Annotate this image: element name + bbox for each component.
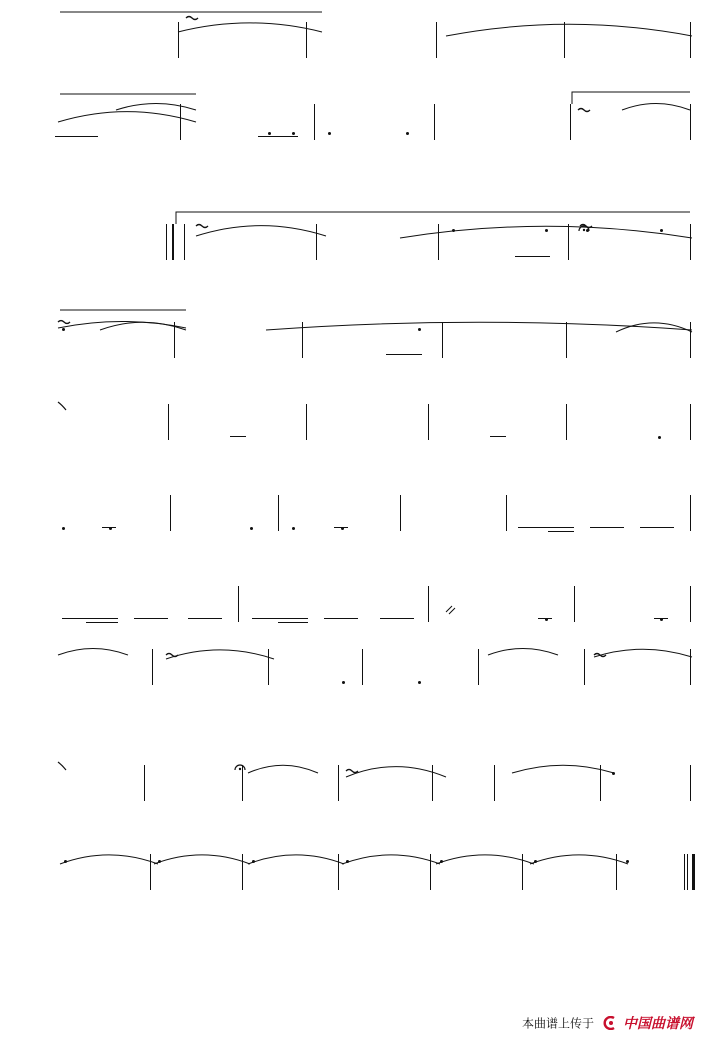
- bar-line: [152, 649, 153, 685]
- octave-dot: [418, 328, 421, 331]
- slur-mark: [266, 322, 692, 330]
- bar-line: [170, 495, 171, 531]
- octave-dot: [534, 860, 537, 863]
- beam-line: [515, 256, 550, 257]
- bar-line: [522, 854, 523, 890]
- slur-mark: [166, 650, 274, 659]
- octave-dot: [612, 772, 615, 775]
- bar-line: [314, 104, 315, 140]
- volta-bracket: [176, 212, 690, 224]
- beam-line: [654, 618, 668, 619]
- beam-line: [188, 618, 222, 619]
- beam-line: [324, 618, 358, 619]
- bar-line: [570, 104, 571, 140]
- footer-logo-text: 中国曲谱网: [623, 1016, 694, 1032]
- ornament-mark: [346, 770, 358, 773]
- bar-line: [690, 104, 691, 140]
- ornament-mark: [578, 109, 590, 112]
- bar-line: [494, 765, 495, 801]
- ornament-mark: [58, 321, 70, 324]
- bar-line: [268, 649, 269, 685]
- bar-line: [174, 322, 175, 358]
- slur-mark: [196, 226, 326, 236]
- bar-line: [428, 404, 429, 440]
- bar-line: [690, 404, 691, 440]
- octave-dot: [406, 132, 409, 135]
- slur-mark: [594, 649, 692, 657]
- slur-mark: [116, 104, 196, 111]
- octave-dot: [452, 229, 455, 232]
- breath-mark: [58, 762, 66, 770]
- bar-line: [362, 649, 363, 685]
- beam-line: [258, 136, 298, 137]
- bar-line: [168, 404, 169, 440]
- slur-mark: [530, 855, 628, 864]
- octave-dot: [660, 229, 663, 232]
- bar-line: [684, 854, 685, 890]
- site-logo-icon: [602, 1016, 618, 1030]
- repeat-bar: [166, 224, 167, 260]
- bar-line: [690, 495, 691, 531]
- slur-mark: [60, 855, 158, 864]
- bar-line: [400, 495, 401, 531]
- bar-line: [690, 765, 691, 801]
- repeat-bar: [172, 224, 174, 260]
- slur-mark: [58, 649, 128, 656]
- slur-mark: [154, 855, 250, 864]
- bar-line: [428, 586, 429, 622]
- bar-line: [566, 404, 567, 440]
- bar-line: [144, 765, 145, 801]
- beam-line: [334, 527, 348, 528]
- bar-line: [574, 586, 575, 622]
- tremolo-mark: [446, 606, 455, 614]
- bar-line: [180, 104, 181, 140]
- beam-line: [386, 354, 422, 355]
- octave-dot: [545, 229, 548, 232]
- octave-dot: [440, 860, 443, 863]
- octave-dot: [342, 681, 345, 684]
- slur-mark: [512, 765, 614, 773]
- octave-dot: [586, 229, 589, 232]
- bar-line: [690, 586, 691, 622]
- bar-line: [432, 765, 433, 801]
- breath-mark: [58, 402, 66, 410]
- slur-mark: [622, 104, 690, 111]
- beam-line: [252, 618, 308, 619]
- bar-line: [184, 224, 185, 260]
- octave-dot: [626, 860, 629, 863]
- bar-line: [302, 322, 303, 358]
- slur-mark: [488, 649, 558, 656]
- beam-line: [640, 527, 674, 528]
- ornament-mark: [166, 654, 178, 657]
- bar-line: [242, 765, 243, 801]
- slur-mark: [342, 855, 440, 864]
- bar-line: [338, 854, 339, 890]
- slur-mark: [178, 23, 322, 32]
- bar-line: [566, 322, 567, 358]
- octave-dot: [158, 860, 161, 863]
- bar-line: [690, 649, 691, 685]
- beam-line: [380, 618, 414, 619]
- fermata-dot: [583, 229, 585, 231]
- bar-line: [478, 649, 479, 685]
- beam-line: [102, 527, 116, 528]
- footer-text: 本曲谱上传于: [522, 1016, 595, 1031]
- bar-line: [306, 22, 307, 58]
- octave-dot: [268, 132, 271, 135]
- bar-line: [600, 765, 601, 801]
- octave-dot: [292, 132, 295, 135]
- bar-line: [564, 22, 565, 58]
- bar-line: [434, 104, 435, 140]
- bar-line: [690, 22, 691, 58]
- bar-line: [238, 586, 239, 622]
- octave-dot: [346, 860, 349, 863]
- bar-line: [306, 404, 307, 440]
- octave-dot: [292, 527, 295, 530]
- beam-line: [62, 618, 118, 619]
- final-bar-thick: [692, 854, 695, 890]
- bar-line: [436, 22, 437, 58]
- fermata-dot: [239, 768, 241, 770]
- bar-line: [242, 854, 243, 890]
- beam-line: [518, 527, 574, 528]
- octave-dot: [62, 527, 65, 530]
- bar-line: [278, 495, 279, 531]
- beam-line: [278, 622, 308, 623]
- octave-dot: [64, 860, 67, 863]
- beam-line: [538, 618, 552, 619]
- octave-dot: [250, 527, 253, 530]
- bar-line: [690, 322, 691, 358]
- octave-dot: [328, 132, 331, 135]
- slur-mark: [436, 855, 534, 864]
- beam-line: [55, 136, 98, 137]
- ornament-mark: [186, 17, 198, 20]
- slur-mark: [248, 765, 318, 773]
- slur-mark: [248, 855, 344, 864]
- beam-line: [134, 618, 168, 619]
- beam-line: [86, 622, 118, 623]
- volta-bracket: [572, 92, 690, 104]
- beam-line: [490, 436, 506, 437]
- bar-line: [316, 224, 317, 260]
- octave-dot: [62, 328, 65, 331]
- bar-line: [338, 765, 339, 801]
- beam-line: [548, 531, 574, 532]
- bar-line: [690, 224, 691, 260]
- bar-line: [506, 495, 507, 531]
- bar-line: [568, 224, 569, 260]
- bar-line: [430, 854, 431, 890]
- octave-dot: [658, 436, 661, 439]
- octave-dot: [252, 860, 255, 863]
- footer-credit: [522, 1013, 693, 1035]
- slur-mark: [446, 24, 692, 36]
- slur-mark: [346, 767, 446, 777]
- bar-line: [584, 649, 585, 685]
- beam-line: [590, 527, 624, 528]
- ornament-mark: [196, 225, 208, 228]
- final-bar: [687, 854, 688, 890]
- bar-line: [438, 224, 439, 260]
- bar-line: [150, 854, 151, 890]
- bar-line: [178, 22, 179, 58]
- octave-dot: [418, 681, 421, 684]
- slur-mark: [58, 112, 196, 122]
- bar-line: [616, 854, 617, 890]
- bar-line: [442, 322, 443, 358]
- beam-line: [230, 436, 246, 437]
